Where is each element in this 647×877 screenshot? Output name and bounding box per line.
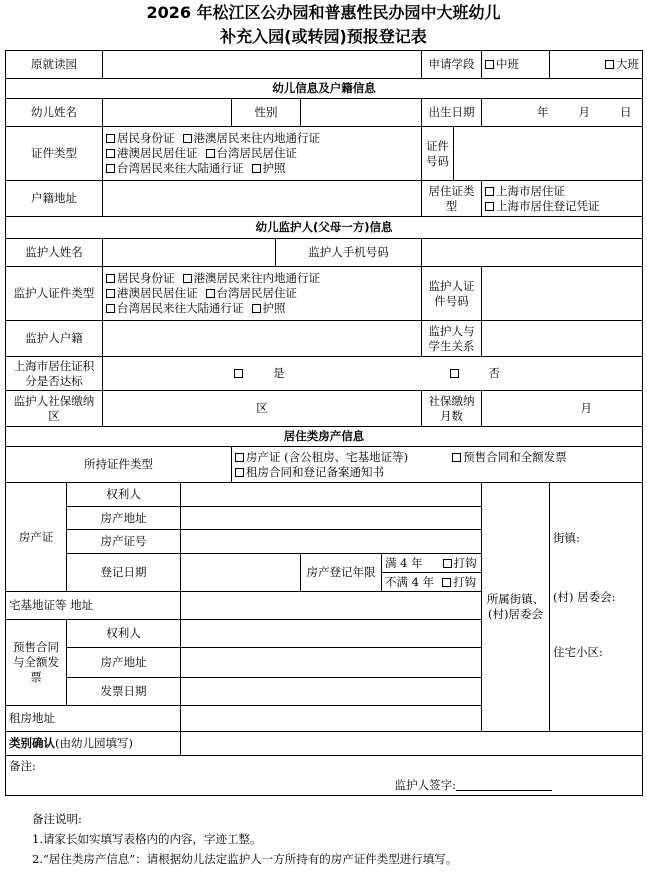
property-cert-label: 房产证 <box>6 483 67 592</box>
child-name-label: 幼儿姓名 <box>6 99 103 127</box>
permit-option-registration[interactable]: 上海市居住登记凭证 <box>485 199 639 214</box>
points-yes[interactable]: 是 <box>234 366 285 380</box>
signature-label: 监护人签字: <box>394 778 456 792</box>
guardian-hukou-label: 监护人户籍 <box>6 321 103 357</box>
section-child-info: 幼儿信息及户籍信息 <box>6 79 643 99</box>
child-id-type-options <box>103 127 422 181</box>
section-guardian-info: 幼儿监护人(父母一方)信息 <box>6 217 643 239</box>
property-address-field[interactable] <box>181 507 482 530</box>
village-field: (村) 居委会: <box>553 590 616 604</box>
confirm-field[interactable] <box>181 732 643 756</box>
registration-table <box>5 50 643 796</box>
g-id-option-passport[interactable]: 护照 <box>252 301 286 316</box>
guardian-phone-label: 监护人手机号码 <box>276 239 422 267</box>
remark-label: 备注: <box>9 759 36 773</box>
cert-option-presale[interactable]: 预售合同和全额发票 <box>452 450 567 465</box>
homestead-label: 宅基地证等 地址 <box>6 592 181 620</box>
property-cert-no-field[interactable] <box>181 530 482 554</box>
reg-years-label: 房产登记年限 <box>301 554 382 592</box>
social-area-field[interactable]: 区 <box>103 391 422 427</box>
guardian-relation-label: 监护人与学生关系 <box>422 321 482 357</box>
rent-address-field[interactable] <box>181 706 482 732</box>
child-hukou-label: 户籍地址 <box>6 181 103 217</box>
section-housing-info: 居住类房产信息 <box>6 427 643 447</box>
gender-label: 性别 <box>232 99 301 127</box>
guardian-id-number-label: 监护人证件号码 <box>422 267 482 321</box>
child-hukou-field[interactable] <box>103 181 422 217</box>
form-title-line2: 补充入园(或转园)预报登记表 <box>220 27 427 46</box>
invoice-date-field[interactable] <box>181 678 482 706</box>
points-options <box>103 357 643 391</box>
checkbox-icon <box>605 60 614 69</box>
points-label: 上海市居住证积分是否达标 <box>6 357 103 391</box>
notes-item-1: 1.请家长如实填写表格内的内容，字迹工整。 <box>32 832 262 846</box>
child-id-number-field[interactable] <box>454 127 643 181</box>
gender-field[interactable] <box>301 99 422 127</box>
guardian-hukou-field[interactable] <box>103 321 422 357</box>
signature-line <box>395 778 552 793</box>
permit-type-options <box>482 181 643 217</box>
permit-type-label: 居住证类型 <box>422 181 482 217</box>
social-months-field[interactable]: 月 <box>482 391 643 427</box>
street-label: 所属街镇、(村)居委会 <box>482 483 550 732</box>
cert-option-rent[interactable]: 租房合同和登记备案通知书 <box>235 465 384 480</box>
birth-date-label: 出生日期 <box>422 99 482 127</box>
guardian-id-number-field[interactable] <box>482 267 643 321</box>
guardian-id-type-label: 监护人证件类型 <box>6 267 103 321</box>
presale-owner-label: 权利人 <box>67 620 181 648</box>
points-no[interactable]: 否 <box>450 366 501 380</box>
property-address-label: 房产地址 <box>67 507 181 530</box>
cert-type-label: 所持证件类型 <box>6 447 232 483</box>
prev-school-field[interactable] <box>103 51 422 79</box>
signature-field[interactable] <box>456 778 552 791</box>
g-id-option-hk-macau-residence[interactable]: 港澳居民居住证 <box>106 286 198 301</box>
notes-item-2: 2.“居住类房产信息”：请根据幼儿法定监护人一方所持有的房产证件类型进行填写。 <box>32 852 458 866</box>
birth-date-field[interactable]: 年 月 日 <box>482 99 643 127</box>
id-option-taiwan-pass[interactable]: 台湾居民来往大陆通行证 <box>106 161 244 176</box>
guardian-id-type-options <box>103 267 422 321</box>
reg-full-4[interactable]: 满 4 年 打钩 <box>382 554 481 573</box>
street-fields[interactable] <box>550 483 643 732</box>
owner-field[interactable] <box>181 483 482 507</box>
grade-option-middle[interactable]: 中班 <box>482 51 550 79</box>
child-id-number-label: 证件号码 <box>422 127 454 181</box>
guardian-name-field[interactable] <box>103 239 276 267</box>
social-months-label: 社保缴纳月数 <box>422 391 482 427</box>
id-option-passport[interactable]: 护照 <box>252 161 286 176</box>
prev-school-label: 原就读园 <box>6 51 103 79</box>
guardian-name-label: 监护人姓名 <box>6 239 103 267</box>
reg-date-field[interactable] <box>181 554 301 592</box>
id-option-taiwan-residence[interactable]: 台湾居民居住证 <box>206 146 298 161</box>
presale-address-field[interactable] <box>181 648 482 678</box>
cert-option-property[interactable]: 房产证 (含公租房、宅基地证等) <box>235 450 408 465</box>
town-field: 街镇: <box>553 531 580 545</box>
g-id-option-hk-macau-pass[interactable]: 港澳居民来往内地通行证 <box>183 271 321 286</box>
invoice-date-label: 发票日期 <box>67 678 181 706</box>
rent-address-label: 租房地址 <box>6 706 181 732</box>
presale-address-label: 房产地址 <box>67 648 181 678</box>
notes-title: 备注说明: <box>32 812 82 826</box>
form-title-line1: 2026 年松江区公办园和普惠性民办园中大班幼儿 <box>146 3 501 22</box>
id-option-hk-macau-pass[interactable]: 港澳居民来往内地通行证 <box>183 131 321 146</box>
grade-label: 申请学段 <box>422 51 482 79</box>
owner-label: 权利人 <box>67 483 181 507</box>
id-option-resident-card[interactable]: 居民身份证 <box>106 131 175 146</box>
homestead-field[interactable] <box>181 592 482 620</box>
id-option-hk-macau-residence[interactable]: 港澳居民居住证 <box>106 146 198 161</box>
child-name-field[interactable] <box>103 99 232 127</box>
checkbox-icon <box>485 60 494 69</box>
notes-section <box>14 809 457 869</box>
community-field: 住宅小区: <box>553 645 603 659</box>
confirm-label-cell: 类别确认(由幼儿园填写) <box>6 732 181 756</box>
social-area-label: 监护人社保缴纳区 <box>6 391 103 427</box>
child-id-type-label: 证件类型 <box>6 127 103 181</box>
remark-cell[interactable] <box>6 756 643 796</box>
guardian-relation-field[interactable] <box>482 321 643 357</box>
grade-option-senior[interactable]: 大班 <box>550 51 643 79</box>
presale-label: 预售合同与全额发票 <box>6 620 67 706</box>
permit-option-residence[interactable]: 上海市居住证 <box>485 184 639 199</box>
g-id-option-taiwan-residence[interactable]: 台湾居民居住证 <box>206 286 298 301</box>
reg-notfull-4[interactable]: 不满 4 年 打钩 <box>385 575 477 589</box>
cert-type-options <box>232 447 643 483</box>
property-cert-no-label: 房产证号 <box>67 530 181 554</box>
reg-date-label: 登记日期 <box>67 554 181 592</box>
presale-owner-field[interactable] <box>181 620 482 648</box>
reg-years-options <box>382 554 482 592</box>
g-id-option-resident-card[interactable]: 居民身份证 <box>106 271 175 286</box>
g-id-option-taiwan-pass[interactable]: 台湾居民来往大陆通行证 <box>106 301 244 316</box>
guardian-phone-field[interactable] <box>422 239 643 267</box>
